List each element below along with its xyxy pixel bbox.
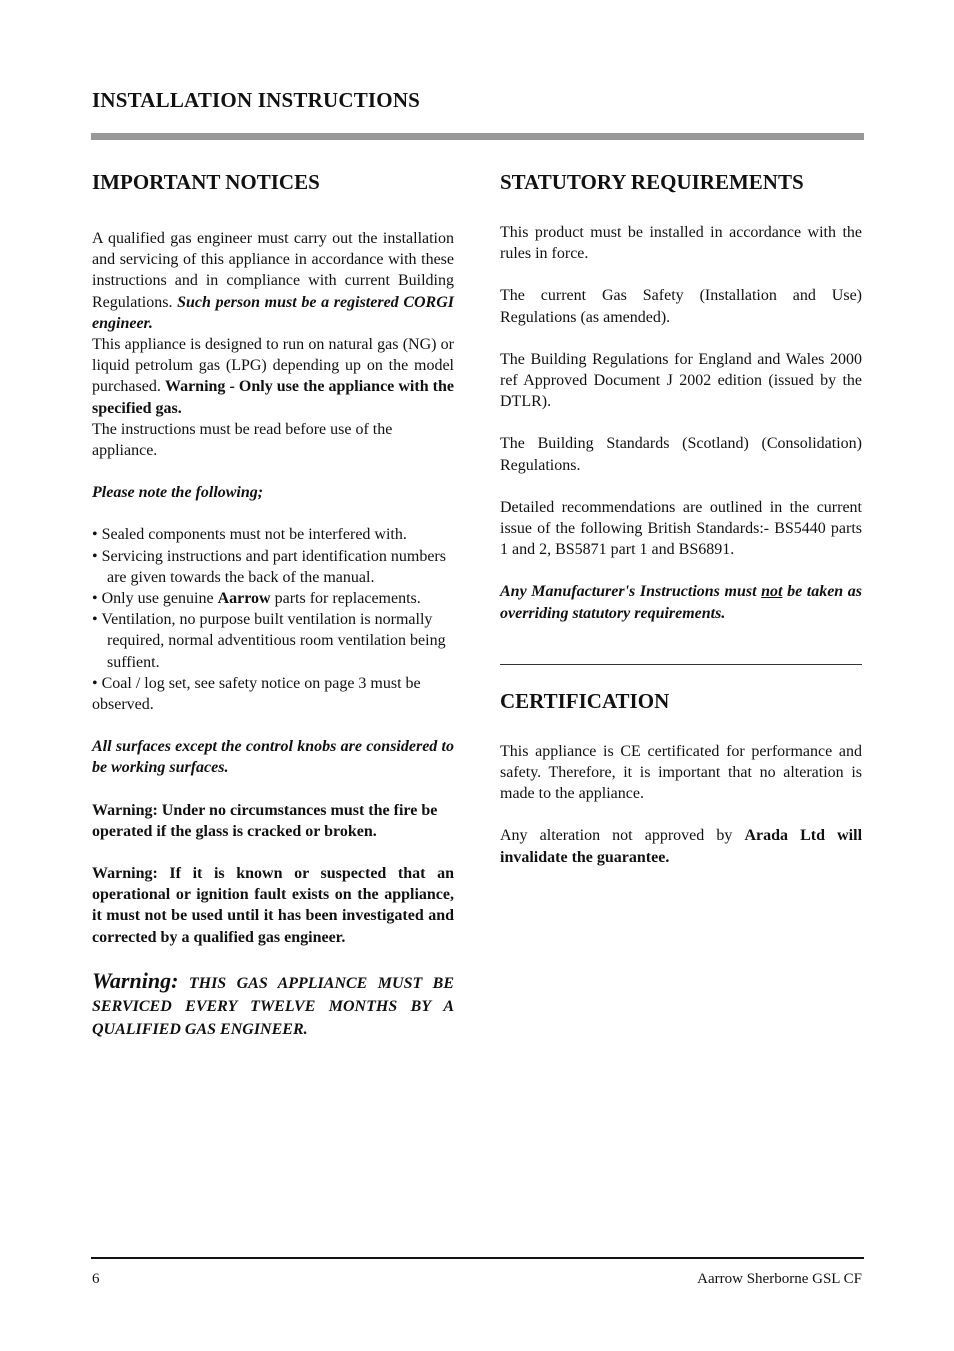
read-before-paragraph: The instructions must be read before use of the appliance. (92, 420, 393, 460)
notices-list (92, 524, 454, 715)
service-warning (92, 969, 454, 1041)
list-item: • Coal / log set, see safety notice on page 3 must be observed. (92, 674, 421, 714)
page-number: 6 (92, 1271, 100, 1287)
manufacturer-notice: Any Manufacturer's Instructions must not be taken as overriding statutory requirements. (500, 583, 863, 622)
corgi-requirement: Such person must be a registered CORGI engineer. (92, 293, 455, 332)
brand-name: Aarrow (217, 590, 271, 608)
statutory-heading: STATUTORY REQUIREMENTS (500, 170, 804, 194)
guarantee-warning: Arada Ltd will invalidate the guarantee. (500, 827, 863, 866)
page-header-title: INSTALLATION INSTRUCTIONS (92, 88, 421, 112)
important-notices-column (92, 168, 454, 1041)
list-item: • Sealed components must not be interfered with. (92, 526, 407, 544)
glass-warning: Warning: Under no circumstances must the fire be operated if the glass is cracked or broken. (92, 801, 438, 840)
gas-type-warning: Warning - Only use the appliance with the specified gas. (92, 378, 455, 417)
statutory-paragraph: This product must be installed in accordance with the rules in force. (500, 224, 862, 263)
list-item: • Servicing instructions and part identification numbers are given towards the back of the manual. (92, 547, 446, 586)
statutory-paragraph: Detailed recommendations are outlined in the current issue of the following British Standards:- BS5440 parts 1 and 2, BS5871 part 1 and BS6891. (500, 498, 862, 559)
intro-paragraph: A qualified gas engineer must carry out the installation and servicing of this appliance in accordance with these instructions and in compliance with current Building Regulations. Such person must be a registered CORGI engineer. (92, 230, 455, 332)
statutory-column (500, 168, 862, 868)
product-name: Aarrow Sherborne GSL CF (697, 1271, 862, 1287)
header-divider (91, 133, 864, 140)
working-surfaces-notice: All surfaces except the control knobs are considered to be working surfaces. (92, 738, 454, 777)
important-notices-heading: IMPORTANT NOTICES (92, 170, 320, 194)
emphasis-not: not (761, 583, 783, 601)
service-warning-label: Warning: (92, 967, 179, 993)
list-item: • Ventilation, no purpose built ventilation is normally required, normal adventitious room ventilation being suffient. (92, 611, 446, 671)
design-paragraph: This appliance is designed to run on natural gas (NG) or liquid petrolum gas (LPG) depending up on the model purchased. Warning - Only use the appliance with the specified gas. (92, 336, 455, 417)
fault-warning: Warning: If it is known or suspected that an operational or ignition fault exists on the appliance, it must not be used until it has been investigated and corrected by a qualified gas engineer. (92, 865, 454, 946)
service-warning-text: THIS GAS APPLIANCE MUST BE SERVICED EVERY TWELVE MONTHS BY A QUALIFIED GAS ENGINEER. (92, 974, 455, 1038)
footer-divider (91, 1257, 864, 1259)
certification-heading: CERTIFICATION (500, 688, 670, 713)
certification-paragraph: This appliance is CE certificated for performance and safety. Therefore, it is important that no alteration is made to the appliance. (500, 742, 862, 803)
statutory-paragraph: The current Gas Safety (Installation and Use) Regulations (as amended). (500, 287, 862, 326)
statutory-paragraph: The Building Standards (Scotland) (Consolidation) Regulations. (500, 435, 862, 474)
guarantee-paragraph: Any alteration not approved by Arada Ltd will invalidate the guarantee. (500, 827, 863, 866)
please-note-label: Please note the following; (92, 484, 264, 502)
statutory-paragraph: The Building Regulations for England and Wales 2000 ref Approved Document J 2002 edition (issued by the DTLR). (500, 350, 862, 411)
list-item: • Only use genuine Aarrow parts for replacements. (92, 590, 421, 608)
